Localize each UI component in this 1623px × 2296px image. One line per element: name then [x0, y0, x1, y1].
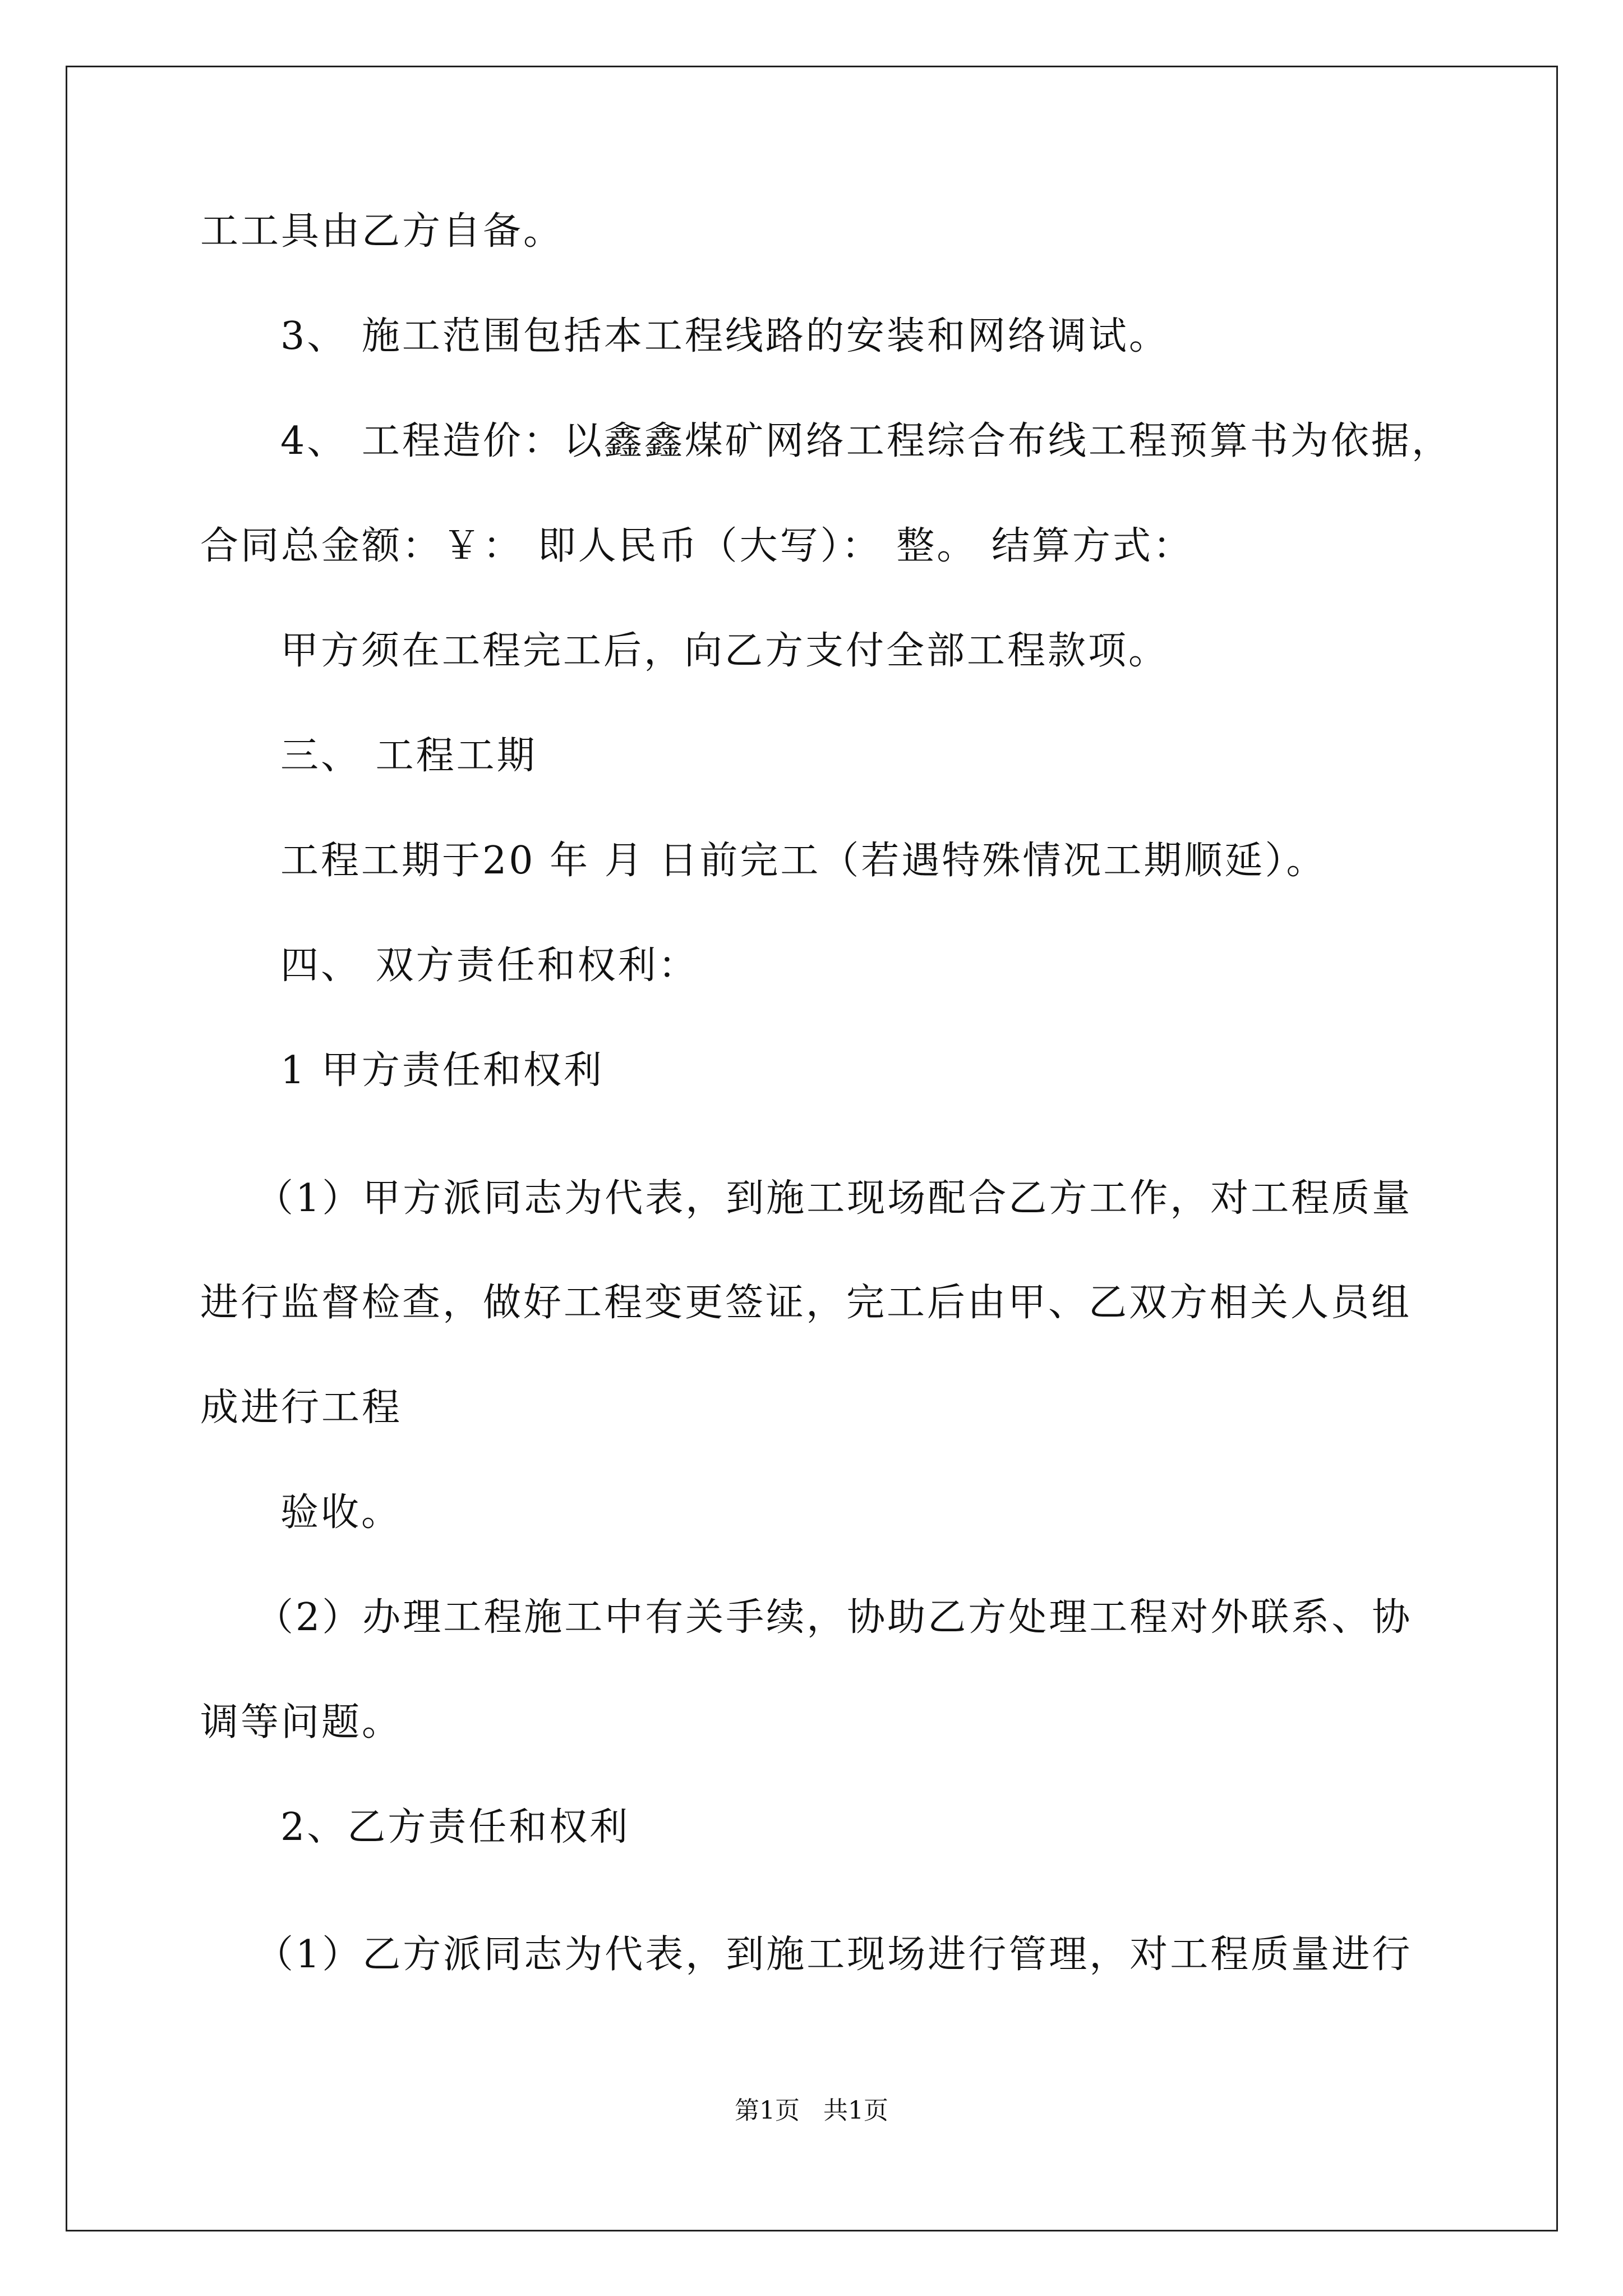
text-line: 甲方须在工程完工后，向乙方支付全部工程款项。 — [280, 629, 1169, 673]
text-line: 工程工期于20 年 月 日前完工（若遇特殊情况工期顺延）。 — [280, 839, 1327, 883]
page-border — [66, 66, 1558, 2231]
subsection-heading: 1 甲方责任和权利 — [280, 1048, 604, 1093]
subsection-heading: 2、乙方责任和权利 — [280, 1805, 630, 1849]
section-heading: 三、 工程工期 — [280, 734, 537, 778]
text-line: （1）乙方派同志为代表，到施工现场进行管理，对工程质量进行 — [255, 1932, 1413, 1977]
text-line: 合同总金额：￥： 即人民币（大写）： 整。 结算方式： — [200, 524, 1193, 568]
text-line: 成进行工程 — [200, 1386, 403, 1430]
text-line: 工工具由乙方自备。 — [200, 209, 564, 254]
text-line: （2）办理工程施工中有关手续，协助乙方处理工程对外联系、协 — [255, 1595, 1413, 1640]
text-line: 进行监督检查，做好工程变更签证，完工后由甲、乙双方相关人员组 — [200, 1281, 1412, 1325]
text-line: 3、 施工范围包括本工程线路的安装和网络调试。 — [280, 314, 1169, 358]
text-line: 验收。 — [280, 1490, 402, 1535]
page-number: 第1页 共1页 — [735, 2096, 888, 2125]
text-line: 调等问题。 — [200, 1700, 403, 1745]
text-line: （1）甲方派同志为代表，到施工现场配合乙方工作，对工程质量 — [255, 1176, 1413, 1221]
text-line: 4、 工程造价：以鑫鑫煤矿网络工程综合布线工程预算书为依据， — [280, 419, 1452, 463]
section-heading: 四、 双方责任和权利： — [280, 944, 699, 988]
